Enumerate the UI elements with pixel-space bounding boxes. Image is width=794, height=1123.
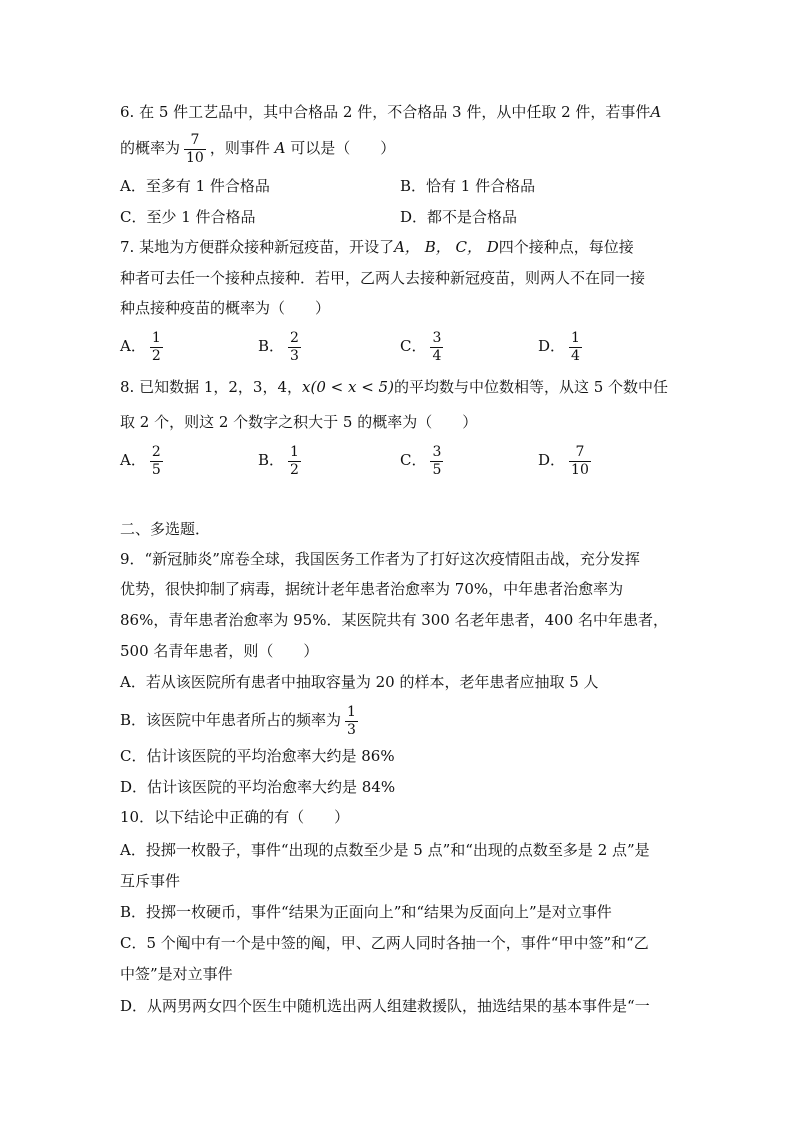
q6-var: A [274, 139, 286, 157]
q7-option-b [258, 328, 305, 364]
fraction-numerator: 3 [432, 443, 442, 460]
q7-line3: 种点接种疫苗的概率为（ ） [120, 299, 331, 317]
q6-text: ，则事件 [209, 139, 270, 157]
q7-text: 四个接种点，每位接 [498, 238, 634, 256]
q9-line3: 86%，青年患者治愈率为 95%．某医院共有 300 名老年患者，400 名中年患者， [120, 611, 669, 629]
q10-option-b: B．投掷一枚硬币，事件“结果为正面向上”和“结果为反面向上”是对立事件 [120, 903, 612, 921]
q6-line2 [120, 132, 395, 166]
fraction-denominator: 2 [290, 461, 299, 478]
option-fraction [345, 705, 358, 738]
q6-option-b: B．恰有 1 件合格品 [400, 177, 536, 195]
fraction-numerator: 2 [151, 443, 161, 460]
fraction-numerator: 1 [571, 329, 580, 346]
fraction-denominator: 10 [186, 149, 204, 166]
fraction-numerator: 1 [290, 443, 299, 460]
fraction-denominator: 10 [571, 461, 589, 478]
q6-option-d: D．都不是合格品 [400, 208, 518, 226]
option-fraction [150, 331, 163, 364]
q9-line1: 9．“新冠肺炎”席卷全球，我国医务工作者为了打好这次疫情阻击战，充分发挥 [120, 550, 640, 568]
q10-option-d-line1: D．从两男两女四个医生中随机选出两人组建救援队，抽选结果的基本事件是“一 [120, 997, 650, 1015]
q6-line1 [120, 102, 661, 122]
q8-option-c [400, 442, 447, 478]
q7-text: 7. 某地为方便群众接种新冠疫苗，开设了 [120, 238, 395, 256]
q9-option-b [120, 702, 362, 738]
q6-fraction [184, 133, 206, 166]
q6-option-a: A．至多有 1 件合格品 [120, 177, 270, 195]
option-fraction [430, 445, 443, 478]
fraction-denominator: 5 [151, 461, 161, 478]
fraction-numerator: 1 [151, 329, 161, 346]
q7-line2: 种者可去任一个接种点接种．若甲，乙两人去接种新冠疫苗，则两人不在同一接 [120, 269, 646, 287]
option-fraction [569, 445, 591, 478]
q6-var: A [650, 103, 662, 121]
fraction-denominator: 4 [432, 347, 442, 364]
fraction-denominator: 3 [347, 721, 356, 738]
q10-option-a-line1: A．投掷一枚骰子，事件“出现的点数至少是 5 点”和“出现的点数至多是 2 点”是 [120, 841, 650, 859]
option-fraction [288, 331, 301, 364]
option-fraction [430, 331, 443, 364]
fraction-denominator: 2 [151, 347, 161, 364]
q8-option-d [538, 442, 595, 478]
option-label: A． [120, 337, 146, 355]
q10-line1: 10．以下结论中正确的有（ ） [120, 808, 350, 826]
fraction-numerator: 2 [290, 329, 299, 346]
option-fraction [569, 331, 582, 364]
fraction-denominator: 4 [571, 347, 580, 364]
q7-line1 [120, 237, 634, 257]
option-label: B． [258, 337, 285, 355]
fraction-denominator: 3 [290, 347, 299, 364]
fraction-denominator: 5 [432, 461, 442, 478]
q7-option-d [538, 328, 586, 364]
q10-option-c-line1: C．5 个阄中有一个是中签的阄，甲、乙两人同时各抽一个，事件“甲中签”和“乙 [120, 934, 649, 952]
fraction-numerator: 3 [432, 329, 442, 346]
q10-option-c-line2: 中签”是对立事件 [120, 965, 233, 983]
q9-line4: 500 名青年患者，则（ ） [120, 642, 319, 660]
q10-option-a-line2: 互斥事件 [120, 872, 181, 890]
q8-option-b [258, 442, 305, 478]
q8-math: x(0 < x < 5) [302, 378, 394, 396]
q9-line2: 优势，很快抑制了病毒，据统计老年患者治愈率为 70%，中年患者治愈率为 [120, 580, 624, 598]
q8-option-a [120, 442, 167, 478]
option-fraction [150, 445, 163, 478]
q9-option-c: C．估计该医院的平均治愈率大约是 86% [120, 747, 395, 765]
option-label: C． [400, 337, 427, 355]
fraction-numerator: 7 [190, 131, 200, 148]
option-label: A． [120, 451, 146, 469]
section-heading: 二、多选题． [120, 520, 211, 538]
fraction-numerator: 7 [575, 443, 585, 460]
q6-text: 的概率为 [120, 139, 181, 157]
q7-points: A， B， C， D [394, 238, 499, 256]
option-label: C． [400, 451, 427, 469]
option-fraction [288, 445, 301, 478]
q9-option-b-text: B．该医院中年患者所占的频率为 [120, 711, 342, 729]
q9-option-a: A．若从该医院所有患者中抽取容量为 20 的样本，老年患者应抽取 5 人 [120, 673, 599, 691]
fraction-numerator: 1 [347, 703, 356, 720]
q8-text: 的平均数与中位数相等，从这 5 个数中任 [393, 378, 669, 396]
option-label: B． [258, 451, 285, 469]
q9-option-d: D．估计该医院的平均治愈率大约是 84% [120, 778, 396, 796]
q7-option-a [120, 328, 167, 364]
option-label: D． [538, 337, 566, 355]
q7-option-c [400, 328, 447, 364]
q8-line1 [120, 377, 668, 397]
q8-line2: 取 2 个，则这 2 个数字之积大于 5 的概率为（ ） [120, 413, 478, 431]
q6-option-c: C．至少 1 件合格品 [120, 208, 256, 226]
q8-text: 8. 已知数据 1，2，3，4， [120, 378, 303, 396]
q6-text: 6. 在 5 件工艺品中，其中合格品 2 件，不合格品 3 件，从中任取 2 件，若事件 [120, 103, 651, 121]
option-label: D． [538, 451, 566, 469]
q6-text: 可以是（ ） [290, 139, 396, 157]
